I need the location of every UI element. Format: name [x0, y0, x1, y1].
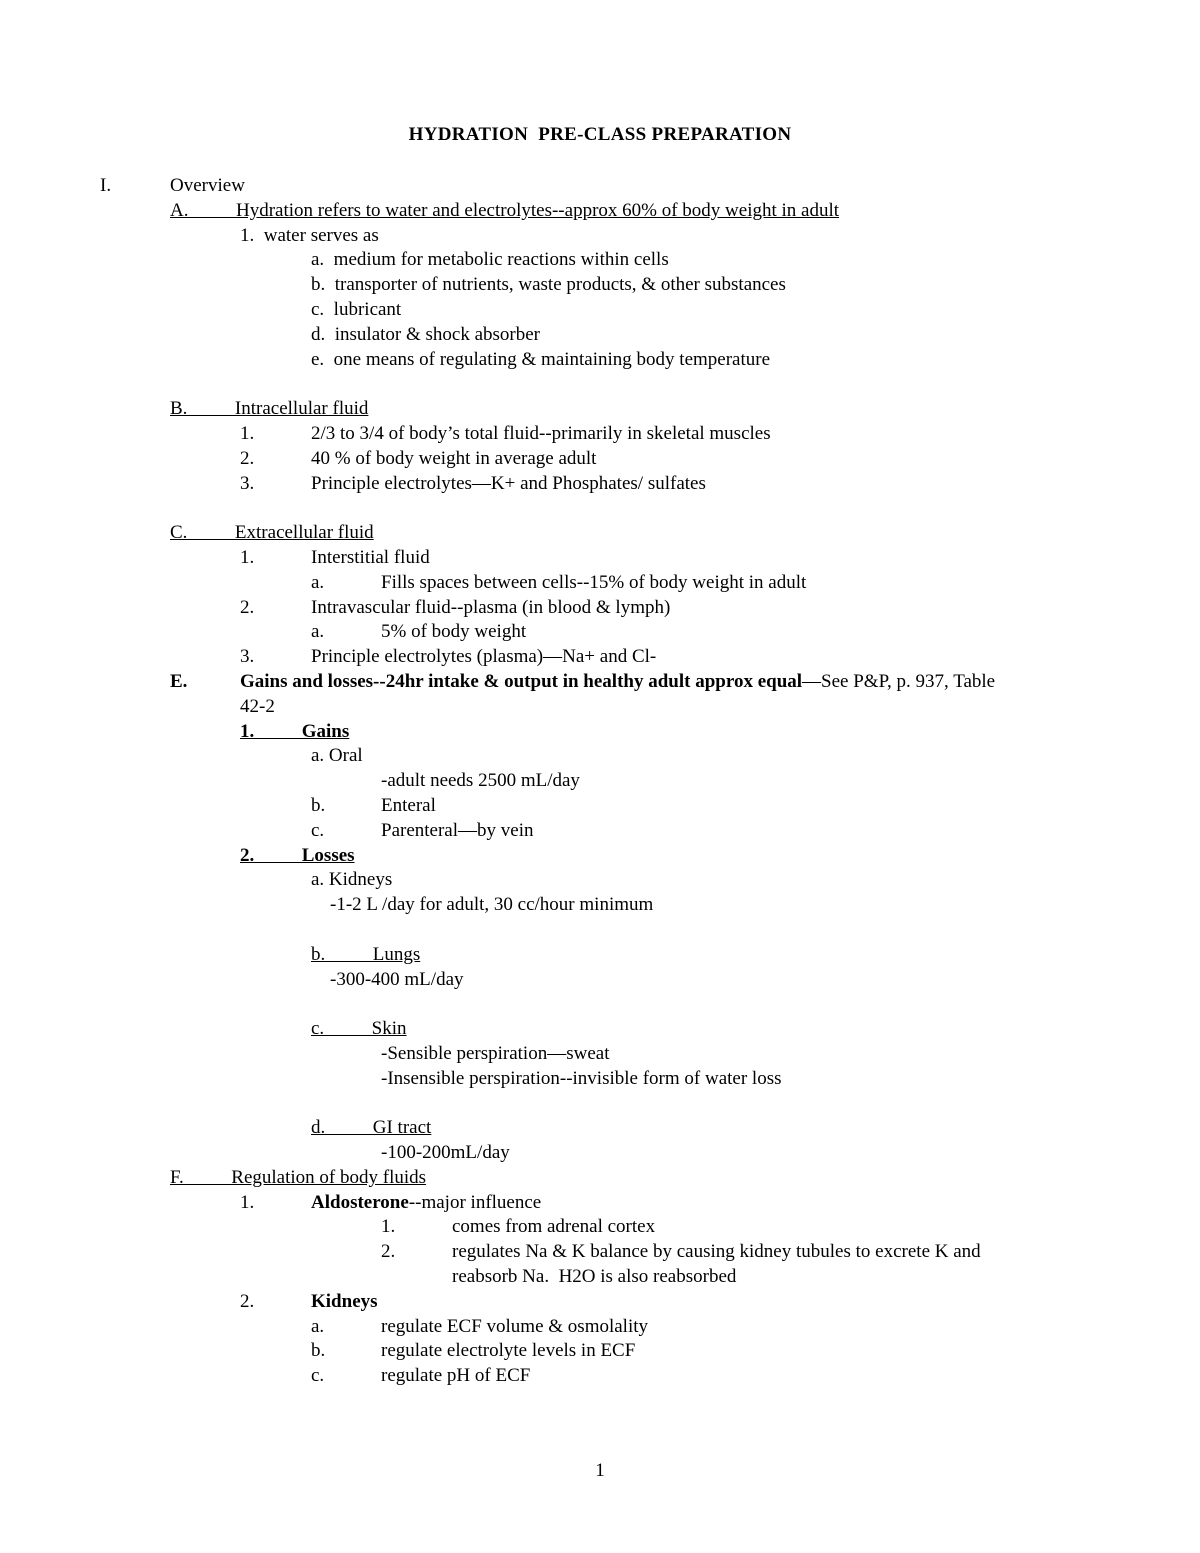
list-item: a. medium for metabolic reactions within cells [311, 249, 669, 271]
list-item: 2. Kidneys [240, 1290, 378, 1312]
blank-line [0, 496, 1200, 521]
list-item: d. insulator & shock absorber [311, 323, 541, 345]
list-item: a. Kidneys [311, 869, 393, 891]
list-item: c. Skin [311, 1018, 407, 1040]
item-F-text: F. Regulation of body fluids [170, 1166, 427, 1188]
list-item: a. Oral [311, 745, 363, 767]
list-item: -1-2 L /day for adult, 30 cc/hour minimum [330, 894, 654, 916]
list-item: 3. Principle electrolytes (plasma)—Na+ and Cl- [240, 646, 657, 668]
list-item: 2. Intravascular fluid--plasma (in blood & lymph) [240, 596, 671, 618]
list-item: b. transporter of nutrients, waste products, & other substances [311, 274, 786, 296]
page-number: 1 [595, 1460, 605, 1481]
section-overview [0, 174, 1200, 199]
list-item: c. Parenteral—by vein [311, 819, 534, 841]
list-item: 1. Aldosterone--major influence [240, 1191, 542, 1213]
gains-heading: 1. Gains [240, 720, 350, 742]
list-item: a. regulate ECF volume & osmolality [311, 1315, 649, 1337]
item-C-text: C. Extracellular fluid [170, 522, 374, 544]
list-item: b. Lungs [311, 943, 421, 965]
item-B-text: B. Intracellular fluid [170, 398, 369, 420]
item-E-letter: E. [170, 670, 188, 692]
blank-line [0, 992, 1200, 1017]
list-item: 2. regulates Na & K balance by causing kidney tubules to excrete K and [381, 1241, 981, 1263]
list-item: c. lubricant [311, 298, 402, 320]
item-C [0, 521, 1200, 546]
list-item: c. regulate pH of ECF [311, 1365, 531, 1387]
outline [0, 174, 1200, 1389]
list-item: -Insensible perspiration--invisible form of water loss [381, 1067, 782, 1089]
list-item: a. 5% of body weight [311, 621, 527, 643]
list-item: 1. Interstitial fluid [240, 546, 430, 568]
item-E-text: Gains and losses--24hr intake & output in healthy adult approx equal—See P&P, p. 937, Table [240, 670, 996, 692]
list-item: 2. 40 % of body weight in average adult [240, 447, 597, 469]
overview-label: Overview [170, 175, 245, 196]
list-item: -300-400 mL/day [330, 968, 464, 990]
item-B [0, 397, 1200, 422]
document-title: HYDRATION PRE-CLASS PREPARATION [408, 124, 792, 145]
blank-line [0, 1091, 1200, 1116]
list-item: 1. comes from adrenal cortex [381, 1216, 656, 1238]
list-item: 1. 2/3 to 3/4 of body’s total fluid--primarily in skeletal muscles [240, 422, 771, 444]
list-item: d. GI tract [311, 1117, 432, 1139]
list-item: b. Enteral [311, 794, 436, 816]
roman-numeral: I. [100, 175, 112, 196]
list-item: b. regulate electrolyte levels in ECF [311, 1340, 636, 1362]
item-E [0, 670, 1200, 695]
item-F [0, 1166, 1200, 1191]
item-E-continuation: 42-2 [240, 695, 275, 717]
list-item: a. Fills spaces between cells--15% of body weight in adult [311, 571, 807, 593]
list-item: e. one means of regulating & maintaining body temperature [311, 348, 771, 370]
list-item: -adult needs 2500 mL/day [381, 770, 580, 792]
list-item: -Sensible perspiration—sweat [381, 1042, 610, 1064]
list-item: -100-200mL/day [381, 1142, 510, 1164]
blank-line [0, 918, 1200, 943]
list-item: 3. Principle electrolytes—K+ and Phosphates/ sulfates [240, 472, 706, 494]
losses-heading: 2. Losses [240, 844, 355, 866]
blank-line [0, 372, 1200, 397]
item-A [0, 199, 1200, 224]
item-A-text: A. Hydration refers to water and electrolytes--approx 60% of body weight in adult [170, 199, 840, 221]
list-item: reabsorb Na. H2O is also reabsorbed [452, 1266, 737, 1288]
list-item: 1. water serves as [240, 224, 379, 246]
